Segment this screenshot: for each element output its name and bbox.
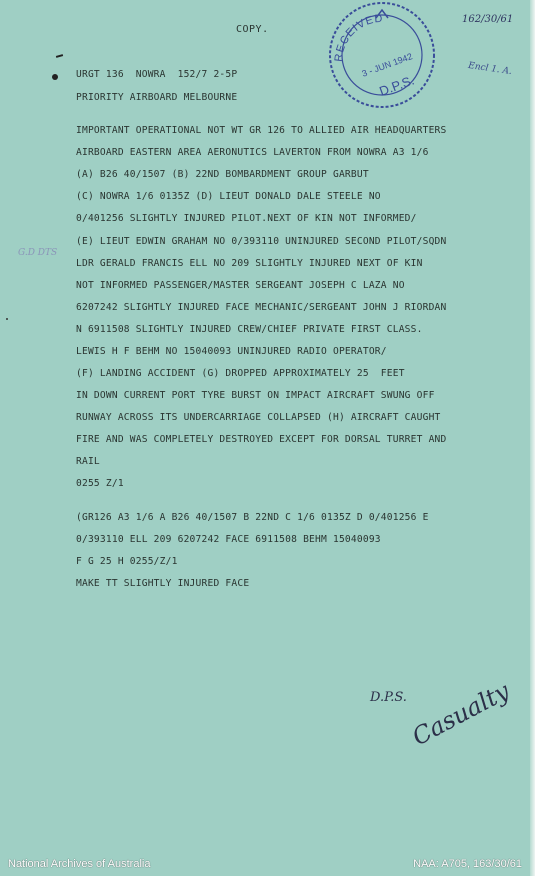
copy-label: COPY. [236,24,269,35]
message-line: 6207242 SLIGHTLY INJURED FACE MECHANIC/SERGEANT JOHN J RIORDAN [76,302,447,313]
message-line: URGT 136 NOWRA 152/7 2-5P [76,69,238,80]
stamp-dps: D.P.S. [377,72,417,99]
message-line: RAIL [76,456,100,467]
archive-credit: National Archives of Australia [8,858,151,870]
message-line: (A) B26 40/1507 (B) 22ND BOMBARDMENT GROUP GARBUT [76,169,369,180]
message-line: MAKE TT SLIGHTLY INJURED FACE [76,578,250,589]
received-stamp [312,0,452,110]
message-line: PRIORITY AIRBOARD MELBOURNE [76,92,238,103]
message-line: RUNWAY ACROSS ITS UNDERCARRIAGE COLLAPSED (H) AIRCRAFT CAUGHT [76,412,441,423]
speck-mark [6,318,8,320]
message-line: N 6911508 SLIGHTLY INJURED CREW/CHIEF PRIVATE FIRST CLASS. [76,324,423,335]
signature-casualty: Casualty [407,676,515,752]
message-line: AIRBOARD EASTERN AREA AERONUTICS LAVERTON FROM NOWRA A3 1/6 [76,147,429,158]
message-line: LDR GERALD FRANCIS ELL NO 209 SLIGHTLY INJURED NEXT OF KIN [76,258,423,269]
message-line: (E) LIEUT EDWIN GRAHAM NO 0/393110 UNINJURED SECOND PILOT/SQDN [76,236,447,247]
message-line: LEWIS H F BEHM NO 15040093 UNINJURED RADIO OPERATOR/ [76,346,387,357]
message-line: 0/401256 SLIGHTLY INJURED PILOT.NEXT OF KIN NOT INFORMED/ [76,213,417,224]
archive-reference: NAA: A705, 163/30/61 [413,858,522,870]
message-line: (GR126 A3 1/6 A B26 40/1507 B 22ND C 1/6 0135Z D 0/401256 E [76,512,429,523]
signature-initials: D.P.S. [370,690,407,705]
message-line: IMPORTANT OPERATIONAL NOT WT GR 126 TO ALLIED AIR HEADQUARTERS [76,125,447,136]
file-number-handwriting: 162/30/61 [462,14,514,25]
message-line: NOT INFORMED PASSENGER/MASTER SERGEANT JOSEPH C LAZA NO [76,280,405,291]
message-line: (F) LANDING ACCIDENT (G) DROPPED APPROXIMATELY 25 FEET [76,368,405,379]
message-line: F G 25 H 0255/Z/1 [76,556,178,567]
message-line: IN DOWN CURRENT PORT TYRE BURST ON IMPACT AIRCRAFT SWUNG OFF [76,390,435,401]
enclosure-handwriting: Encl 1. A. [467,60,513,78]
stamp-date: 3 - JUN 1942 [360,51,414,79]
margin-initials: G.D DTS [18,248,58,258]
message-line: (C) NOWRA 1/6 0135Z (D) LIEUT DONALD DALE STEELE NO [76,191,381,202]
page-edge [530,0,535,876]
message-line: 0255 Z/1 [76,478,124,489]
message-line: FIRE AND WAS COMPLETELY DESTROYED EXCEPT FOR DORSAL TURRET AND [76,434,447,445]
hole-mark [52,74,58,80]
stamp-received-text: RECEIVED [332,12,384,63]
message-line: 0/393110 ELL 209 6207242 FACE 6911508 BEHM 15040093 [76,534,381,545]
tick-mark [56,54,63,58]
